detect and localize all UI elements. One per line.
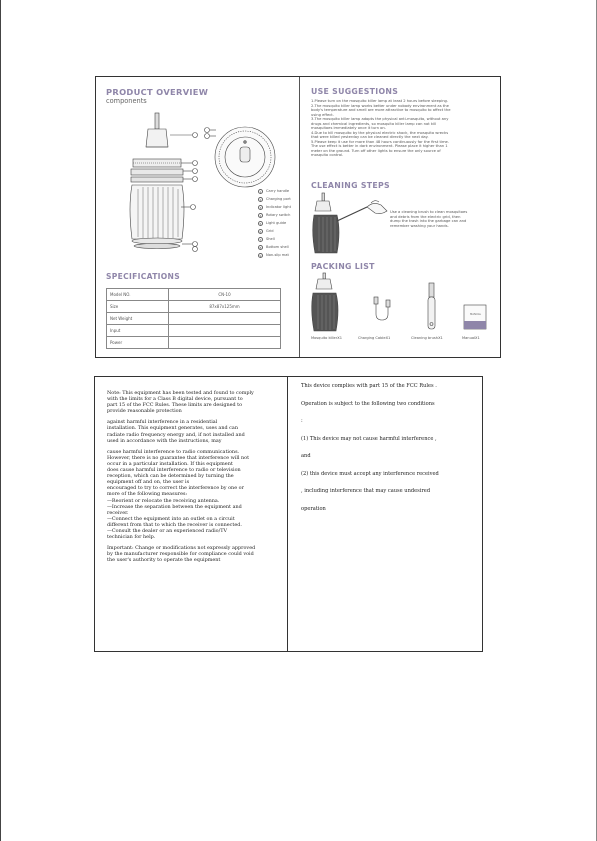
use-line: 1.Please turn on the mosquito killer lamp at least 2 hours before sleeping. [311, 99, 449, 103]
cleaning-line: and debris from the electric grid, then [390, 214, 461, 219]
fcc-line: used in accordance with the instructions, may [107, 437, 222, 444]
fcc-line: —Increase the separation between the equipment and [107, 503, 242, 510]
fcc-line: installation. This equipment generates, uses and can [107, 425, 238, 432]
legend-label: Non-slip mat [266, 253, 289, 257]
fcc-line: provide reasonable protection [107, 408, 182, 415]
parts-legend [258, 187, 318, 259]
fcc-line: , including interference that may cause undesired [301, 488, 431, 494]
fcc-line: by the manufacturer responsible for compliance could void [107, 551, 254, 558]
fcc-line: Important: Change or modifications not expressly approved [107, 545, 256, 552]
legend-label: Bottom shell [266, 245, 289, 249]
fcc-line: This device complies with part 15 of the FCC Rules . [301, 383, 437, 389]
use-line: body's temperature and smell are more attractive to mosquito to affect the [311, 108, 451, 112]
fcc-line: —Consult the dealer or an experienced radio/TV [107, 527, 228, 534]
fcc-line: part 15 of the FCC Rules. These limits are designed to [107, 402, 243, 409]
legend-label: Grid [266, 229, 274, 233]
fcc-paragraph [107, 545, 284, 563]
fcc-line: and [301, 453, 311, 459]
fcc-statement-left [107, 390, 284, 568]
product-overview-subtitle: components [106, 97, 147, 105]
legend-item [258, 251, 318, 259]
fcc-line: —Connect the equipment into an outlet on a circuit [107, 515, 235, 522]
sheet-divider [287, 377, 288, 651]
legend-label: Rotary switch [266, 213, 291, 217]
use-line: 5.Please keep it use for more than 48 hours continuously for the first time. [311, 139, 449, 144]
use-line: mosquito control. [311, 153, 344, 157]
packing-item-label: Charging CableX1 [358, 336, 391, 340]
fcc-line: the user's authority to operate the equipment [107, 557, 221, 564]
spec-key: Input [107, 325, 169, 337]
table-row [107, 325, 281, 337]
legend-item [258, 211, 318, 219]
use-suggestions-title: USE SUGGESTIONS [311, 87, 399, 96]
packing-item-label: ManualX1 [462, 336, 480, 340]
use-line: 3.The mosquito killer lamp adopts the physical anti-mosquito, without any [311, 117, 449, 121]
legend-label: Carry handle [266, 189, 290, 193]
packing-list-title: PACKING LIST [311, 262, 375, 271]
legend-item [258, 227, 318, 235]
legend-item [258, 203, 318, 211]
spec-key: Net Weight [107, 313, 169, 325]
cleaning-line: remember washing your hands. [390, 223, 449, 228]
fcc-line: Note: This equipment has been tested and found to comply [107, 390, 254, 396]
fcc-line: (2) this device must accept any interference received [301, 470, 439, 477]
spec-key: Model NO. [107, 289, 169, 301]
fcc-line: cause harmful interference to radio communications. [107, 448, 240, 455]
cleaning-line: Use a cleaning brush to clean mosquitoes [390, 210, 468, 214]
packing-list-illustration [308, 271, 498, 335]
use-line: drugs and chemical ingredients, so mosquito killer lamp can not kill [311, 121, 437, 126]
legend-number: 9 [259, 253, 262, 258]
use-line: mosquitoes immediately once it turn on. [311, 126, 386, 130]
spec-value [169, 313, 281, 325]
use-line: The use effect is better in dark environment. Please place it higher than 1 [311, 144, 448, 148]
fcc-line: against harmful interference in a residential [107, 419, 218, 426]
fcc-line: radiate radio frequency energy and, if not installed and [107, 431, 245, 438]
fcc-line: equipment off and on, the user is [107, 479, 190, 486]
fcc-line: does cause harmful interference to radio or television [107, 467, 241, 474]
table-row [107, 289, 281, 301]
legend-number: 4 [259, 213, 262, 218]
use-line: using effect. [311, 112, 334, 117]
fcc-line: encouraged to try to correct the interference by one or [107, 485, 244, 492]
legend-number: 8 [259, 245, 262, 250]
packing-item-label: Mosquito killerX1 [311, 336, 342, 340]
fcc-line: operation [301, 505, 326, 512]
packing-item-label: Cleaning brushX1 [411, 336, 443, 340]
table-row [107, 337, 281, 349]
table-row [107, 313, 281, 325]
legend-item [258, 195, 318, 203]
fcc-line: Operation is subject to the following two conditions [301, 400, 435, 407]
fcc-line: with the limits for a Class B digital device, pursuant to [107, 396, 243, 403]
spec-value [169, 337, 281, 349]
legend-label: Shell [266, 237, 275, 241]
legend-number: 7 [259, 237, 262, 242]
legend-label: Indicator light [266, 205, 291, 209]
fcc-line: However, there is no guarantee that interference will not [107, 454, 250, 461]
legend-number: 5 [259, 221, 262, 226]
fcc-line: different from that to which the receiver is connected. [107, 521, 242, 528]
use-line: that were killed yesterday can be cleaned directly the next day. [311, 135, 429, 139]
cleaning-steps-title: CLEANING STEPS [311, 181, 390, 190]
spec-value: 87x87x125mm [169, 301, 281, 313]
product-overview-title: PRODUCT OVERVIEW [106, 87, 209, 97]
fcc-line: technician for help. [107, 534, 156, 541]
specifications-table [106, 288, 281, 349]
fcc-line: (1) This device may not cause harmful interference , [301, 435, 437, 442]
legend-number: 1 [259, 189, 262, 194]
fcc-line: occur in a particular installation. If this equipment [107, 460, 233, 467]
legend-item [258, 243, 318, 251]
legend-number: 6 [259, 229, 262, 234]
specifications-title: SPECIFICATIONS [106, 272, 180, 281]
use-line: 2.The mosquito killer lamp works better under nobody environment as the [311, 103, 449, 108]
fcc-paragraph [107, 390, 284, 414]
legend-number: 2 [259, 197, 262, 202]
spec-key: Power [107, 337, 169, 349]
use-line: 4.Due to kill mosquito by the physical electric shock, the mosquito wrecks [311, 130, 449, 135]
spec-key: Size [107, 301, 169, 313]
spec-value [169, 325, 281, 337]
fcc-line: : [301, 418, 303, 424]
cleaning-steps-text [390, 210, 490, 228]
fcc-line: receiver. [107, 509, 129, 516]
page-left-edge [0, 0, 1, 841]
spec-value: CN-10 [169, 289, 281, 301]
legend-number: 3 [259, 205, 262, 210]
cleaning-illustration [311, 191, 389, 263]
legend-label: Charging port [266, 197, 291, 201]
legend-item [258, 187, 318, 195]
legend-item [258, 219, 318, 227]
fcc-line: more of the following measures: [107, 491, 188, 498]
legend-item [258, 235, 318, 243]
fcc-paragraph [107, 449, 284, 540]
packing-list-labels [308, 336, 498, 344]
cleaning-line: dump the trash into the garbage can and [390, 219, 467, 224]
manual-cover-label: MANUAL [470, 313, 482, 316]
fcc-statement-sheet [94, 376, 483, 652]
fcc-line: reception, which can be determined by turning the [107, 473, 234, 480]
fcc-paragraph [107, 419, 284, 443]
table-row [107, 301, 281, 313]
legend-label: Light guide [266, 221, 287, 225]
fcc-statement-right [301, 383, 483, 523]
manual-sheet-top [95, 76, 501, 358]
use-suggestions-text [311, 99, 491, 158]
use-line: meter on the ground. Turn off other lights to ensure the only source of [311, 148, 441, 153]
fcc-line: —Reorient or relocate the receiving antenna. [107, 497, 220, 504]
